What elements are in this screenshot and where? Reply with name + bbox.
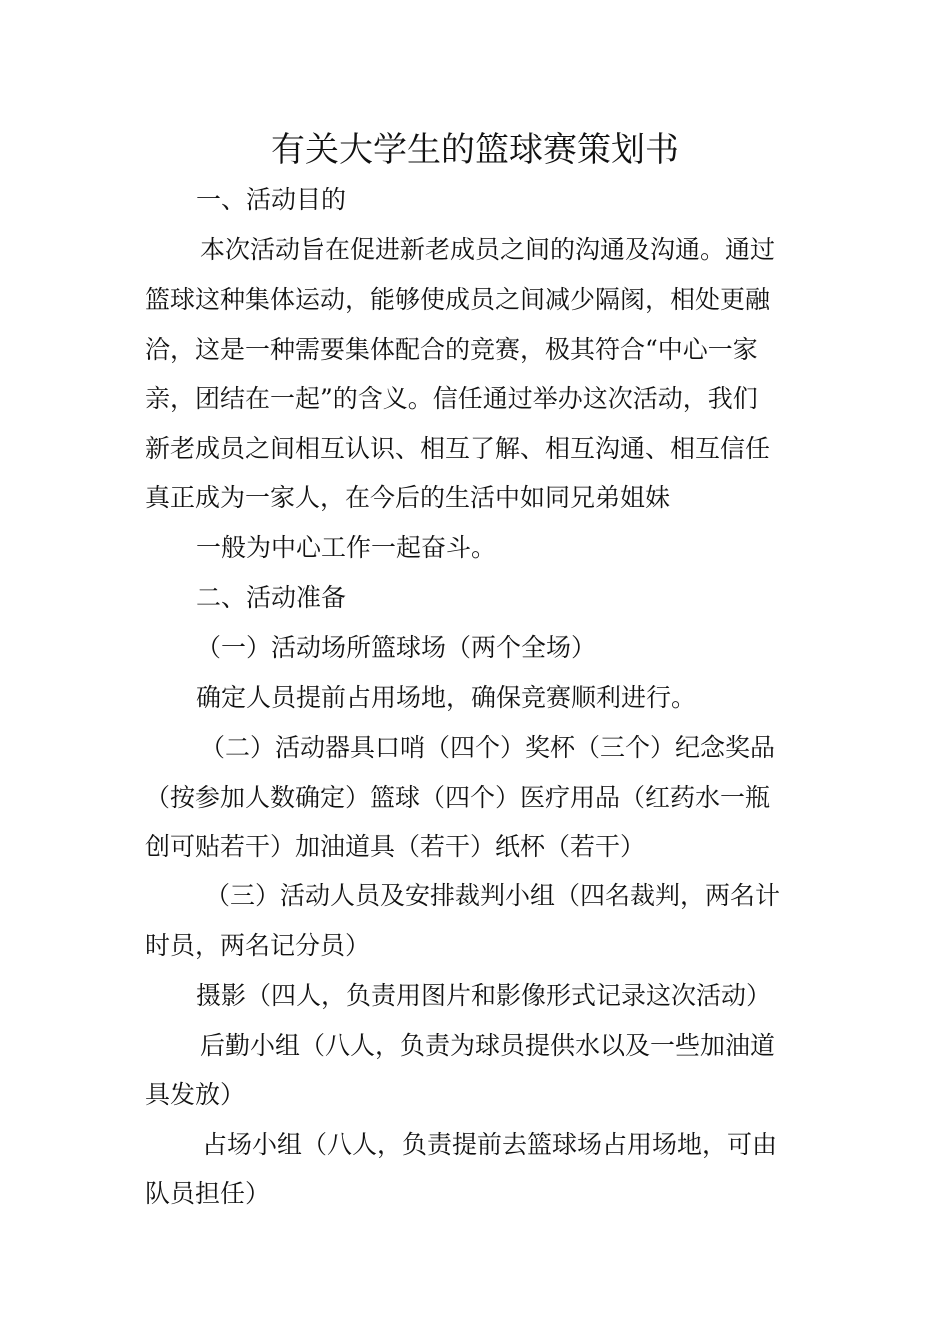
paragraph-line: 队员担任）: [145, 1179, 271, 1208]
section-heading-preparation: 二、活动准备: [196, 583, 347, 612]
paragraph-line: 新老成员之间相互认识、相互了解、相互沟通、相互信任: [145, 434, 771, 463]
section-heading-purpose: 一、活动目的: [196, 185, 347, 214]
paragraph-line: 亲，团结在一起”的含义。信任通过举办这次活动，我们: [145, 384, 758, 413]
document-title: 有关大学生的篮球赛策划书: [271, 130, 679, 170]
paragraph-line: 具发放）: [145, 1080, 246, 1109]
subsection-staff: （三）活动人员及安排裁判小组（四名裁判，两名计: [205, 881, 781, 910]
paragraph-line: 摄影（四人，负责用图片和影像形式记录这次活动）: [196, 981, 772, 1010]
paragraph-line: 后勤小组（八人，负责为球员提供水以及一些加油道: [200, 1031, 776, 1060]
subsection-venue: （一）活动场所篮球场（两个全场）: [196, 633, 597, 662]
paragraph-line: 洽，这是一种需要集体配合的竞赛，极其符合“中心一家: [145, 335, 758, 364]
subsection-equipment: （二）活动器具口哨（四个）奖杯（三个）纪念奖品: [200, 733, 776, 762]
paragraph-line: 真正成为一家人，在今后的生活中如同兄弟姐妹: [145, 483, 671, 512]
paragraph-line: 一般为中心工作一起奋斗。: [196, 533, 497, 562]
paragraph-line: （按参加人数确定）篮球（四个）医疗用品（红药水一瓶: [145, 783, 771, 812]
paragraph-line: 时员，两名记分员）: [145, 931, 371, 960]
paragraph-line: 篮球这种集体运动，能够使成员之间减少隔阂，相处更融: [145, 285, 771, 314]
paragraph-line: 确定人员提前占用场地，确保竞赛顺利进行。: [196, 683, 697, 712]
paragraph-line: 创可贴若干）加油道具（若干）纸杯（若干）: [145, 832, 646, 861]
paragraph-line: 本次活动旨在促进新老成员之间的沟通及沟通。通过: [200, 235, 776, 264]
paragraph-line: 占场小组（八人，负责提前去篮球场占用场地，可由: [202, 1130, 778, 1159]
